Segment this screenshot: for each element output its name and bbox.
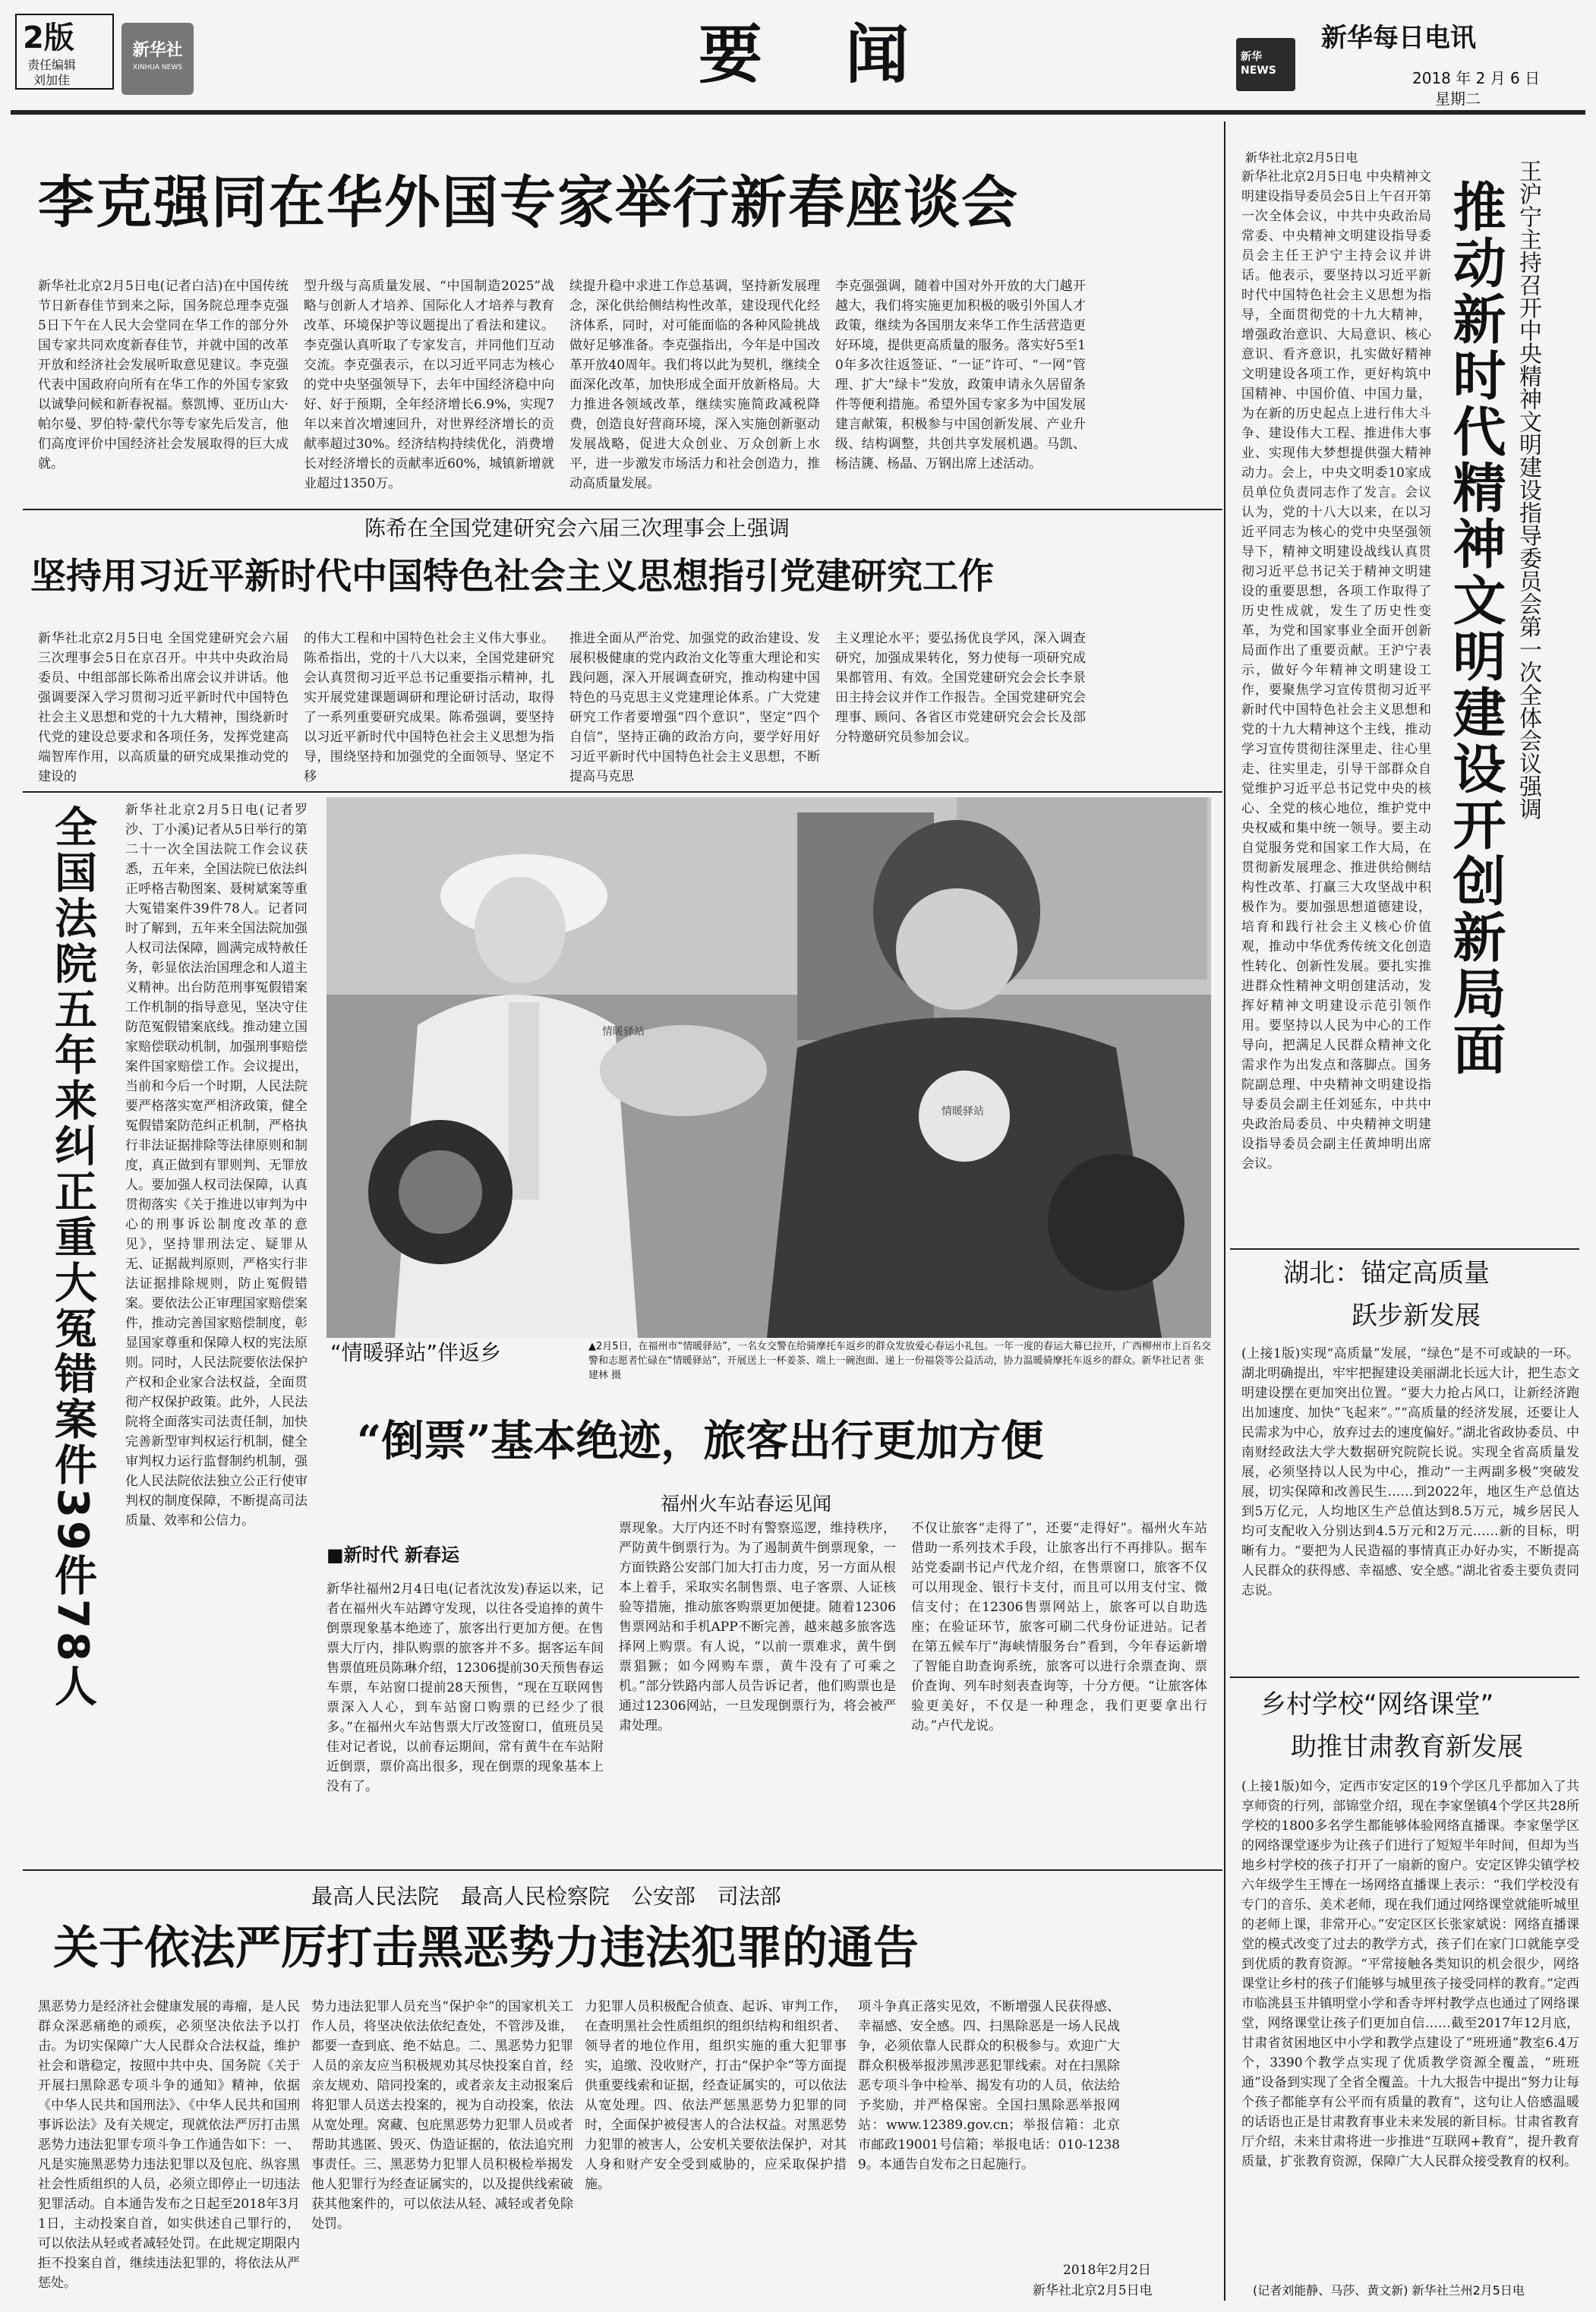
issue-date: 2018 年 2 月 6 日	[1412, 69, 1541, 87]
story2-col4: 主义理论水平；要弘扬优良学风，深入调查研究，加强成果转化，努力使每一项研究成果都管用、有效。全国党建研究会会长李景田主持会议并作工作报告。全国党建研究会理事、顾问、各省区市党建研究会会长及部分特邀研究员参加会议。	[835, 631, 1086, 745]
story2-col2: 的伟大工程和中国特色社会主义伟大事业。陈希指出，党的十八大以来，全国党建研究会认真贯彻习近平总书记重要指示精神，扎实开展党建课题调研和理论研讨活动，取得了一系列重要研究成果。陈希强调，要坚持以习近平新时代中国特色社会主义思想为指导，围绕坚持和加强党的全面领导、坚定不移	[304, 631, 554, 784]
story4-body: 新华社北京2月5日电 中央精神文明建设指导委员会5日上午召开第一次全体会议，中共中央政治局常委、中央精神文明建设指导委员会主任王沪宁主持会议并讲话。他表示，要坚持以习近平新时代中国特色社会主义思想为指导，全面贯彻党的十九大精神，增强政治意识、大局意识、核心意识、看齐意识，扎实做好精神文明建设各项工作，更好构筑中国精神、中国价值、中国力量，为在新的历史起点上进行伟大斗争、建设伟大工程、推进伟大事业、实现伟大梦想提供强大精神动力。会上，中央文明委10家成员单位负责同志作了发言。会议认为，党的十八大以来，在以习近平同志为核心的党中央坚强领导下，精神文明建设战线认真贯彻习近平总书记关于精神文明建设的重要思想，各项工作取得了历史性成就，发生了历史性变革，为党和国家事业全面开创新局面作出了重要贡献。王沪宁表示，做好今年精神文明建设工作，要聚焦学习宣传贯彻习近平新时代中国特色社会主义思想和党的十九大精神这个主线，推动学习宣传贯彻往深里走、往心里走、往实里走，引导干部群众自觉维护习近平总书记党中央的核心、全党的核心地位，维护党中央权威和集中统一领导。要主动自觉服务党和国家工作大局，在贯彻新发展理念、推进供给侧结构性改革、打赢三大攻坚战中积极作为。要加强思想道德建设，培育和践行社会主义核心价值观，推动中华优秀传统文化创造性转化、创新性发展。要扎实推进群众性精神文明创建活动，发挥好精神文明建设示范引领作用。要坚持以人民为中心的工作导向，把满足人民群众精神文化需求作为出发点和落脚点。国务院副总理、中央精神文明建设指导委员会副主任刘延东，中共中央政治局委员、中央精神文明建设指导委员会副主任黄坤明出席会议。	[1241, 169, 1431, 1172]
story6-source: 新华社北京2月5日电	[1033, 2283, 1153, 2298]
story8-byline: (记者刘能静、马莎、黄文新) 新华社兰州2月5日电	[1253, 2283, 1525, 2298]
xinhua-logo-sub: XINHUA NEWS	[133, 64, 182, 71]
story1-divider	[23, 509, 1222, 510]
xinhua-logo	[121, 23, 194, 95]
story1-col3: 续提升稳中求进工作总基调，坚持新发展理念，深化供给侧结构性改革，建设现代化经济体系，同时，对可能面临的各种风险挑战做好足够准备。李克强指出，今年是中国改革开放40周年。我们将以此为契机，继续全面深化改革，加快形成全面开放新格局。大力推进各领域改革，继续实施简政减税降费，创造良好营商环境，深入实施创新驱动发展战略，促进大众创业、万众创新上水平，进一步激发市场活力和社会创造力，推动高质量发展。	[569, 279, 820, 491]
photo-illustration	[326, 797, 1211, 1338]
story5-divider	[23, 1869, 1222, 1871]
masthead	[0, 0, 1596, 110]
story1-col2: 型升级与高质量发展、“中国制造2025”战略与创新人才培养、国际化人才培养与教育改革、环境保护等议题提出了看法和建议。李克强认真听取了专家发言，并同他们互动交流。李克强表示，在以习近平同志为核心的党中央坚强领导下，去年中国经济稳中向好、好于预期，全年经济增长6.9%，实现7年以来首次增速回升，对世界经济增长的贡献率超过30%。经济结构持续优化，消费增长对经济增长的贡献率近60%，城镇新增就业超过1350万。	[304, 279, 554, 491]
story6-date: 2018年2月2日	[1063, 2263, 1151, 2278]
story2-headline: 坚持用习近平新时代中国特色社会主义思想指引党建研究工作	[30, 556, 994, 598]
story1-headline: 李克强同在华外国专家举行新春座谈会	[38, 170, 1019, 235]
photo-caption: ▲2月5日，在福州市“情暖驿站”，一名女交警在给骑摩托车返乡的群众发放爱心春运小礼包。一年一度的春运大幕已拉开，广西柳州市上百名交警和志愿者忙碌在“情暖驿站”，开展送上一杯姜茶、端上一碗泡面、递上一份福袋等公益活动，协力温暖骑摩托车返乡的群众。新华社记者 张建林 摄	[588, 1341, 1211, 1381]
photo-label: “情暖驿站”伴返乡	[330, 1340, 502, 1365]
story3-headline: 全国法院五年来纠正重大冤错案件39件78人	[48, 805, 97, 1710]
story1-col4: 李克强强调，随着中国对外开放的大门越开越大，我们将实施更加积极的吸引外国人才政策，继续为各国朋友来华工作生活营造更好环境，提供更高质量的服务。落实好5至10年多次往返签证、“一证”许可、“一网”管理、扩大“绿卡”发放，政策申请永久居留条件等便利措施。希望外国专家多为中国发展建言献策，积极参与中国创新发展、产业升级、结构调整，共创共享发展机遇。马凯、杨洁篪、杨晶、万钢出席上述活动。	[835, 279, 1086, 472]
badge-left: 情暖驿站	[602, 1026, 645, 1038]
story2-col1: 新华社北京2月5日电 全国党建研究会六届三次理事会5日在京召开。中共中央政治局委员、中组部部长陈希出席会议并讲话。他强调要深入学习贯彻习近平新时代中国特色社会主义思想和党的十九大精神，围绕新时代党的建设总要求和各项任务，发挥党建高端智库作用，以高质量的研究成果推动党的建设的	[38, 631, 289, 784]
story1-col1: 新华社北京2月5日电(记者白洁)在中国传统节日新春佳节到来之际，国务院总理李克强5日下午在人民大会堂同在华工作的部分外国专家共同欢度新春佳节，并就中国的改革开放和经济社会发展听取意见建议。李克强代表中国政府向所有在华工作的外国专家致以诚挚问候和新春祝福。蔡凯博、亚历山大·帕尔曼、罗伯特·蒙代尔等专家先后发言，他们高度评价中国经济社会发展取得的巨大成就。	[38, 279, 289, 472]
news-logo-text: 新华 NEWS	[1241, 51, 1276, 77]
story6-authorities: 最高人民法院 最高人民检察院 公安部 司法部	[311, 1884, 781, 1909]
badge-right: 情暖驿站	[942, 1106, 984, 1118]
story4-subhead: 王沪宁主持召开中央精神文明建设指导委员会第一次全体会议强调	[1515, 159, 1541, 820]
story2-kicker: 陈希在全国党建研究会六届三次理事会上强调	[364, 516, 790, 541]
issue-weekday: 星期二	[1435, 90, 1481, 108]
section-title: 要 闻	[699, 17, 940, 92]
story2-divider	[23, 791, 1222, 793]
editor-name: 刘加佳	[33, 73, 71, 87]
story4-divider	[1230, 1248, 1579, 1250]
news-photo	[326, 797, 1211, 1338]
story7-body: (上接1版)实现“高质量”发展，“绿色”是不可或缺的一环。湖北明确提出，牢牢把握建设美丽湖北长远大计，把生态文明建设摆在更加突出位置。“要大力抢占风口，让新经济跑出加速度、加快“飞起来”。”“高质量的经济发展，还要让人民需求为中心，放弃过去的速度偏好。”湖北省政协委员、中南财经政法大学大数据研究院院长说。实现全省高质量发展，必须坚持以人民为中心，推动“一主两副多极”突破发展，切实保障和改善民生……到2022年，地区生产总值达到5万亿元，人均地区生产总值达到8.5万元，城乡居民人均可支配收入分别达到4.5万元和2万元……新的目标，明晰有力。“要把为人民造福的事情真正办好办实，不断提高人民群众的获得感、幸福感、安全感。”湖北省委主要负责同志说。	[1241, 1346, 1579, 1598]
story6-col4: 项斗争真正落实见效，不断增强人民获得感、幸福感、安全感。四、扫黑除恶是一场人民战争，必须依靠人民群众的积极参与。欢迎广大群众积极举报涉黑涉恶犯罪线索。对在扫黑除恶专项斗争中检举、揭发有功的人员，依法给予奖励，并严格保密。全国扫黑除恶举报网站：www.12389.gov.cn；举报信箱：北京市邮政19001号信箱；举报电话：010-12389。本通告自发布之日起施行。	[858, 1999, 1120, 2172]
xinhua-logo-text: 新华社	[132, 41, 183, 60]
news-logo	[1236, 38, 1295, 91]
story7-headline-1: 湖北：锚定高质量	[1283, 1258, 1490, 1288]
story6-headline: 关于依法严厉打击黑恶势力违法犯罪的通告	[53, 1922, 919, 1975]
story3-body-extra	[38, 1670, 319, 1898]
story5-col2: 票现象。大厅内还不时有警察巡逻，维持秩序，严防黄牛倒票行为。为了遏制黄牛倒票现象，一方面铁路公安部门加大打击力度，另一方面从根本上着手，采取实名制售票、电子客票、人证核验等措施，推动旅客购票更加便捷。随着12306售票网站和手机APP不断完善，越来越多旅客选择网上购票。有人说，“以前一票难求，黄牛倒票猖獗；如今网购车票，黄牛没有了可乘之机。”部分铁路内部人员告诉记者，他们购票也是通过12306网站，一旦发现倒票行为，将会被严肃处理。	[619, 1521, 896, 1733]
story8-headline-1: 乡村学校“网络课堂”	[1260, 1689, 1494, 1720]
story6-col3: 力犯罪人员积极配合侦查、起诉、审判工作，在查明黑社会性质组织的组织结构和组织者、领导者的地位作用，组织实施的重大犯罪事实，追缴、没收财产，打击“保护伞”等方面提供重要线索和证据，经查证属实的，可以依法从宽处理。四、依法严惩黑恶势力犯罪的同时，全面保护被侵害人的合法权益。对黑恶势力犯罪的被害人，公安机关要依法保护，对其人身和财产安全受到威胁的，应采取保护措施。	[585, 1999, 847, 2192]
story7-divider	[1230, 1676, 1579, 1678]
story6-col2: 势力违法犯罪人员充当“保护伞”的国家机关工作人员，将坚决依法依纪查处，不管涉及谁，都要一查到底、绝不姑息。二、黑恶势力犯罪人员的亲友应当积极规劝其尽快投案自首，经亲友规劝、陪同投案的，或者亲友主动报案后将犯罪人员送去投案的，视为自动投案，依法从宽处理。窝藏、包庇黑恶势力犯罪人员或者帮助其逃匿、毁灭、伪造证据的，依法追究刑事责任。三、黑恶势力犯罪人员积极检举揭发他人犯罪行为经查证属实的，以及提供线索破获其他案件的，可以依法从轻、减轻或者免除处罚。	[311, 1999, 573, 2232]
story8-body: (上接1版)如今，定西市安定区的19个学区几乎都加入了共享师资的行列，部锦堂介绍，现在李家堡镇4个学区共28所学校的1800多名学生都能够体验网络直播课。李家堡学区的网络课堂逐步为让孩子们进行了短短半年时间，但却为当地乡村学校的孩子打开了一扇新的窗户。安定区铧尖镇学校六年级学生王博在一场网络直播课上表示：“我们学校没有专门的音乐、美术老师，现在我们通过网络课堂就能听城里的老师上课，非常开心。”安定区区长张家斌说：网络直播课堂的模式改变了过去的教学方式，孩子们在家门口就能享受到优质的教育资源。“平常接触各类知识的机会很少，网络课堂让乡村的孩子们能够与城里孩子接受同样的教育。”定西市临洮县玉井镇明堂小学和香寺坪村教学点也通过了网络课堂，网络课堂让孩子们更加自信……截至2017年12月底，甘肃省贫困地区中小学和教学点建设了“班班通”教室6.4万个，3390个教学点实现了优质教学资源全覆盖，“班班通”设备到实现了全省全覆盖。十九大报告中提出“努力让每个孩子都能享有公平而有质量的教育”，这句让人倍感温暖的话语也正是甘肃教育事业未来发展的新目标。甘肃省教育厅介绍，未来甘肃将进一步推进“互联网+教育”，提升教育质量，扩张教育资源，保障广大人民群众接受教育的权利。	[1241, 1779, 1579, 2169]
paper-name: 新华每日电讯	[1321, 23, 1476, 53]
page-number-box	[15, 14, 114, 90]
story5-col3: 不仅让旅客“走得了”，还要“走得好”。福州火车站借助一系列技术手段，让旅客出行不再排队。据车站党委副书记卢代龙介绍，在售票窗口，旅客不仅可以用现金、银行卡支付，而且可以用支付宝、微信支付；在12306售票网站上，旅客可以自助选座；在验证环节，旅客可刷二代身份证进站。记者在第五候车厅“海峡情服务台”看到，今年春运新增了智能自助查询系统，旅客可以进行余票查询、票价查询、列车时刻表查询等，十分方便。“让旅客体验更美好，不仅是一种理念，我们更要拿出行动。”卢代龙说。	[911, 1521, 1207, 1733]
story2-col3: 推进全面从严治党、加强党的政治建设、发展积极健康的党内政治文化等重大理论和实践问题，深入开展调查研究，推动构建中国特色的马克思主义党建理论体系。广大党建研究工作者要增强“四个意识”，坚定“四个自信”，坚持正确的政治方向，要学好用好习近平新时代中国特色社会主义思想，不断提高马克思	[569, 631, 820, 784]
story3-body: 新华社北京2月5日电(记者罗沙、丁小溪)记者从5日举行的第二十一次全国法院工作会议获悉，五年来，全国法院已依法纠正呼格吉勒图案、聂树斌案等重大冤错案件39件78人。记者同时了解到，五年来全国法院加强人权司法保障，圆满完成特赦任务，彰显依法治国理念和人道主义精神。出台防范刑事冤假错案工作机制的指导意见，坚决守住防范冤假错案底线。推动建立国家赔偿联动机制，加强刑事赔偿案件国家赔偿工作。会议提出，当前和今后一个时期，人民法院要严格落实宽严相济政策，健全冤假错案防范纠正机制，严格执行非法证据排除等法律原则和制度，真正做到有罪则判、无罪放人。要加强人权司法保障，认真贯彻落实《关于推进以审判为中心的刑事诉讼制度改革的意见》，坚持罪刑法定、疑罪从无、证据裁判原则，严格实行非法证据排除规则，防止冤假错案。要依法公正审理国家赔偿案件，推动完善国家赔偿制度，彰显国家尊重和保障人权的宪法原则。同时，人民法院要依法保护产权和企业家合法权益，全面贯彻产权保护政策。此外，人民法院将全面落实司法责任制，加快完善新型审判权运行机制，健全审判权力运行监督制约机制，强化人民法院依法独立公正行使审判权的制度保障，不断提高司法质量、效率和公信力。	[125, 803, 308, 1528]
right-column-rule	[1224, 121, 1225, 2301]
story5-subhead: 福州火车站春运见闻	[661, 1493, 832, 1515]
story5-headline: “倒票”基本绝迹，旅客出行更加方便	[357, 1416, 1044, 1466]
story8-headline-2: 助推甘肃教育新发展	[1291, 1732, 1523, 1762]
story6-col1: 黑恶势力是经济社会健康发展的毒瘤，是人民群众深恶痛绝的顽疾，必须坚决依法予以打击。为切实保障广大人民群众合法权益，维护社会和谐稳定，按照中共中央、国务院《关于开展扫黑除恶专项斗争的通知》精神，依据《中华人民共和国刑法》、《中华人民共和国刑事诉讼法》及有关规定，现就依法严厉打击黑恶势力违法犯罪专项斗争工作通告如下：一、凡是实施黑恶势力违法犯罪以及包庇、纵容黑社会性质组织的人员，必须立即停止一切违法犯罪活动。自本通告发布之日起至2018年3月1日，主动投案自首，如实供述自己罪行的，可以依法从轻或者减轻处罚。在此规定期限内拒不投案自首，继续违法犯罪的，将依法从严惩处。	[38, 1999, 300, 2291]
page-number: 2版	[23, 21, 74, 55]
story5-col1: 新华社福州2月4日电(记者沈汝发)春运以来，记者在福州火车站蹲守发现，以往各受追捧的黄牛倒票现象基本绝迹了，旅客出行更加方便。在售票大厅内，排队购票的旅客并不多。据客运车间售票值班员陈琳介绍，12306提前30天预售春运车票，车站窗口提前28天预售，“现在互联网售票深入人心，到车站窗口购票的已经少了很多。”在福州火车站售票大厅改签窗口，值班员吴佳对记者说，以前春运期间，常有黄牛在车站附近倒票，票价高出很多，现在倒票的现象基本上没有了。	[326, 1582, 604, 1794]
story4-source: 新华社北京2月5日电	[1245, 150, 1358, 165]
editor-label: 责任编辑	[27, 58, 77, 72]
story5-column-tag: ■新时代 新春运	[326, 1544, 460, 1566]
story7-headline-2: 跃步新发展	[1352, 1301, 1481, 1331]
masthead-rule	[11, 110, 1585, 115]
story4-headline: 推动新时代精神文明建设开创新局面	[1444, 179, 1506, 1078]
